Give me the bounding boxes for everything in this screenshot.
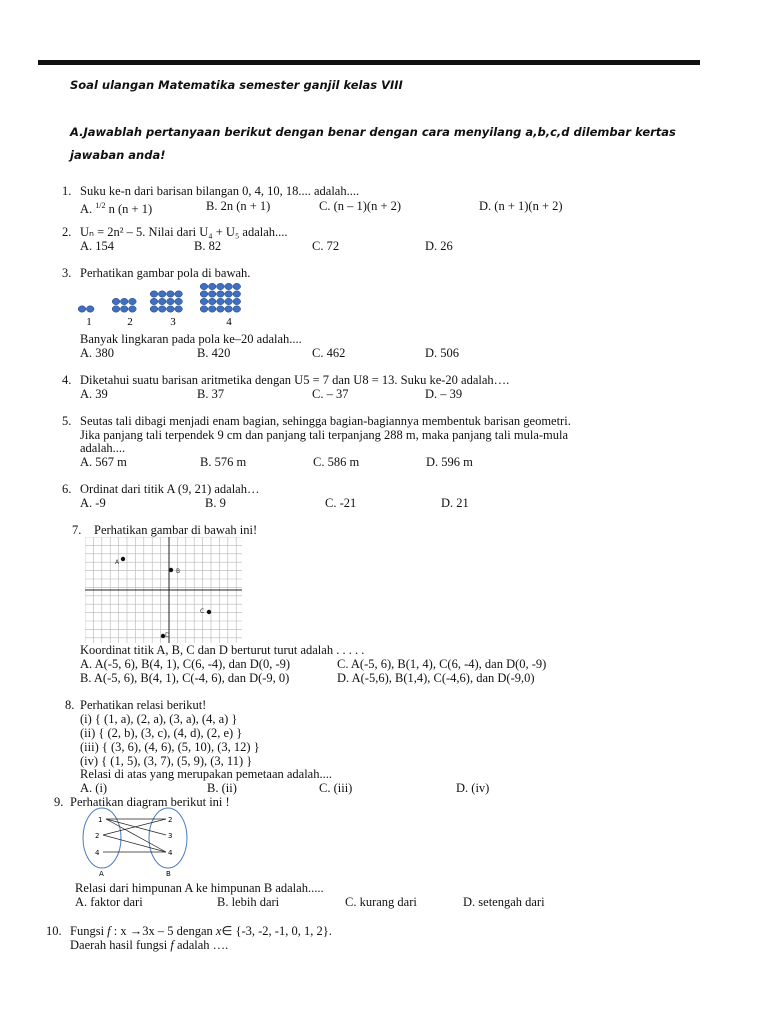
q4-option-d: D. – 39: [425, 387, 463, 401]
q8-relation-4: (iv) { (1, 5), (3, 7), (5, 9), (3, 11) }: [80, 754, 253, 768]
top-rule: [38, 60, 700, 65]
a-item-1: 1: [98, 816, 103, 824]
q5-option-b: B. 576 m: [200, 455, 247, 469]
q8-relation-2: (ii) { (2, b), (3, c), (4, d), (2, e) }: [80, 726, 243, 740]
pattern-circle: [217, 298, 225, 304]
q9-option-a: A. faktor dari: [75, 895, 143, 909]
b-item-2: 2: [168, 816, 173, 824]
q1-number: 1.: [62, 184, 72, 198]
pattern-circle: [217, 283, 225, 289]
q3-option-a: A. 380: [80, 346, 115, 360]
q7-option-d: D. A(-5,6), B(1,4), C(-4,6), dan D(-9,0): [337, 671, 535, 685]
pattern-circle: [200, 306, 208, 312]
coordinate-grid-figure: [85, 537, 242, 643]
pattern-circle: [200, 291, 208, 297]
point-b-mark: [169, 568, 173, 572]
pattern-circle: [120, 298, 128, 304]
pattern-circle: [233, 283, 241, 289]
q10-number: 10.: [46, 924, 62, 938]
pattern-circle: [150, 298, 158, 304]
arrow-diagram-figure: [80, 806, 192, 878]
q5-option-d: D. 596 m: [426, 455, 473, 469]
q3-text: Perhatikan gambar pola di bawah.: [80, 266, 251, 280]
q9-number: 9.: [54, 795, 64, 809]
q8-option-b: B. (ii): [207, 781, 237, 795]
pattern-circle: [175, 306, 183, 312]
pattern-circle: [208, 283, 216, 289]
q10-line2-suffix: adalah ….: [173, 938, 229, 952]
q3-option-c: C. 462: [312, 346, 346, 360]
q1-a-fraction: 1/2: [95, 201, 106, 210]
element-of-icon: ∈: [221, 924, 233, 938]
pattern-circle: [167, 306, 175, 312]
q8-text: Perhatikan relasi berikut!: [80, 698, 207, 712]
q5-line-3: adalah....: [80, 441, 126, 455]
pattern-circle: [217, 306, 225, 312]
pattern-circle: [175, 291, 183, 297]
pattern-circle: [208, 298, 216, 304]
q1-option-b: B. 2n (n + 1): [206, 199, 271, 213]
circle-pattern-figure: [78, 280, 268, 330]
q6-number: 6.: [62, 482, 72, 496]
q10-line-2: [70, 938, 228, 952]
q6-option-d: D. 21: [441, 496, 469, 510]
q4-option-b: B. 37: [197, 387, 225, 401]
b-item-3: 3: [168, 832, 173, 840]
pattern-circle: [129, 306, 137, 312]
arrow-1-4: [106, 819, 166, 852]
relation-arrows: [103, 819, 166, 852]
q10-text-set: {-3, -2, -1, 0, 1, 2}.: [232, 924, 332, 938]
q6-option-a: A. -9: [80, 496, 106, 510]
pattern-circle: [150, 291, 158, 297]
q1-text: Suku ke-n dari barisan bilangan 0, 4, 10, 18.... adalah....: [80, 184, 360, 198]
page-title: Soal ulangan Matematika semester ganjil kelas VIII: [70, 78, 403, 92]
q10-text: [70, 924, 332, 938]
q1-a-suffix: n (n + 1): [105, 202, 153, 217]
q5-option-a: A. 567 m: [80, 455, 127, 469]
q8-relation-1: (i) { (1, a), (2, a), (3, a), (4, a) }: [80, 712, 238, 726]
q1-option-a: [80, 199, 152, 216]
a-item-4: 4: [95, 849, 100, 857]
q9-option-d: D. setengah dari: [463, 895, 545, 909]
q2-option-c: C. 72: [312, 239, 340, 253]
q7-subtext: Koordinat titik A, B, C dan D berturut turut adalah . . . . .: [80, 643, 365, 657]
q1-option-d: D. (n + 1)(n + 2): [479, 199, 563, 213]
q10-line2-f: f: [170, 938, 174, 952]
pattern-circle: [233, 291, 241, 297]
q2-option-d: D. 26: [425, 239, 453, 253]
pattern-circle: [225, 291, 233, 297]
pattern-circle: [225, 306, 233, 312]
pattern-circle: [225, 298, 233, 304]
q4-option-c: C. – 37: [312, 387, 349, 401]
q3-option-d: D. 506: [425, 346, 460, 360]
pattern-circle: [208, 291, 216, 297]
pattern-circle: [200, 283, 208, 289]
q2-text: Uₙ = 2n² – 5. Nilai dari U₄ + U₅ adalah....: [80, 225, 288, 239]
q2-option-a: A. 154: [80, 239, 115, 253]
pattern-label-3: 3: [170, 316, 176, 328]
point-c-mark: [207, 610, 211, 614]
arrow-2-4: [103, 835, 166, 852]
pattern-dots: [78, 283, 240, 312]
q3-option-b: B. 420: [197, 346, 231, 360]
q8-option-d: D. (iv): [456, 781, 490, 795]
pattern-label-1: 1: [86, 316, 92, 328]
q10-text-prefix: Fungsi: [70, 924, 108, 938]
q5-line-2: Jika panjang tali terpendek 9 cm dan panjang tali terpanjang 288 m, maka panjang tali mula-mula: [80, 428, 569, 442]
pattern-label-4: 4: [226, 316, 232, 328]
q3-number: 3.: [62, 266, 72, 280]
pattern-circle: [86, 306, 94, 312]
q8-number: 8.: [65, 698, 75, 712]
pattern-circle: [112, 298, 120, 304]
point-a-mark: [121, 557, 125, 561]
set-a-label: A: [99, 870, 104, 878]
q2-number: 2.: [62, 225, 72, 239]
q7-number: 7.: [72, 523, 82, 537]
q9-option-b: B. lebih dari: [217, 895, 280, 909]
instruction-line-2: jawaban anda!: [70, 148, 166, 162]
pattern-label-2: 2: [127, 316, 133, 328]
q5-option-c: C. 586 m: [313, 455, 360, 469]
q9-option-c: C. kurang dari: [345, 895, 417, 909]
q4-number: 4.: [62, 373, 72, 387]
q10-x: x: [215, 924, 222, 938]
q6-text: Ordinat dari titik A (9, 21) adalah…: [80, 482, 260, 496]
q8-relation-3: (iii) { (3, 6), (4, 6), (5, 10), (3, 12) }: [80, 740, 260, 754]
pattern-circle: [129, 298, 137, 304]
q10-text-mid: : x: [110, 924, 130, 938]
pattern-circle: [175, 298, 183, 304]
point-a-label: A: [115, 559, 120, 566]
q7-text: Perhatikan gambar di bawah ini!: [94, 523, 258, 537]
q7-option-a: A. A(-5, 6), B(4, 1), C(6, -4), dan D(0, -9): [80, 657, 291, 671]
pattern-circle: [225, 283, 233, 289]
q9-subtext: Relasi dari himpunan A ke himpunan B adalah.....: [75, 881, 324, 895]
q6-option-b: B. 9: [205, 496, 226, 510]
q1-a-prefix: A.: [80, 202, 96, 217]
a-item-2: 2: [95, 832, 100, 840]
pattern-circle: [112, 306, 120, 312]
q2-option-b: B. 82: [194, 239, 222, 253]
pattern-circle: [167, 298, 175, 304]
pattern-circle: [200, 298, 208, 304]
pattern-circle: [150, 306, 158, 312]
point-b-label: B: [176, 568, 181, 575]
q4-option-a: A. 39: [80, 387, 108, 401]
b-item-4: 4: [168, 849, 173, 857]
q8-option-a: A. (i): [80, 781, 108, 795]
pattern-circle: [158, 306, 166, 312]
q5-number: 5.: [62, 414, 72, 428]
q8-subtext: Relasi di atas yang merupakan pemetaan adalah....: [80, 767, 332, 781]
q8-option-c: C. (iii): [319, 781, 353, 795]
q1-option-c: C. (n – 1)(n + 2): [319, 199, 402, 213]
pattern-circle: [78, 306, 86, 312]
pattern-circle: [233, 306, 241, 312]
q7-option-b: B. A(-5, 6), B(4, 1), C(-4, 6), dan D(-9, 0): [80, 671, 290, 685]
point-c-label: C: [200, 608, 205, 615]
maps-to-arrow-icon: →: [129, 924, 143, 938]
q9-text: Perhatikan diagram berikut ini !: [70, 795, 230, 809]
set-b-label: B: [166, 870, 171, 878]
point-d-label: D: [165, 632, 170, 639]
q5-line-1: Seutas tali dibagi menjadi enam bagian, sehingga bagian-bagiannya membentuk barisan geometri.: [80, 414, 571, 428]
q4-text: Diketahui suatu barisan aritmetika dengan U5 = 7 dan U8 = 13. Suku ke-20 adalah….: [80, 373, 510, 387]
point-marks: [121, 557, 211, 638]
q7-option-c: C. A(-5, 6), B(1, 4), C(6, -4), dan D(0, -9): [337, 657, 547, 671]
pattern-circle: [158, 298, 166, 304]
pattern-circle: [208, 306, 216, 312]
q10-line2-prefix: Daerah hasil fungsi: [70, 938, 171, 952]
q6-option-c: C. -21: [325, 496, 357, 510]
q10-text-map: 3x – 5 dengan: [142, 924, 216, 938]
q10-f: f: [107, 924, 111, 938]
q3-subtext: Banyak lingkaran pada pola ke–20 adalah....: [80, 332, 302, 346]
pattern-circle: [167, 291, 175, 297]
pattern-circle: [217, 291, 225, 297]
pattern-circle: [233, 298, 241, 304]
pattern-circle: [120, 306, 128, 312]
pattern-circle: [158, 291, 166, 297]
instruction-line-1: A.Jawablah pertanyaan berikut dengan benar dengan cara menyilang a,b,c,d dilembar kertas: [70, 125, 676, 139]
